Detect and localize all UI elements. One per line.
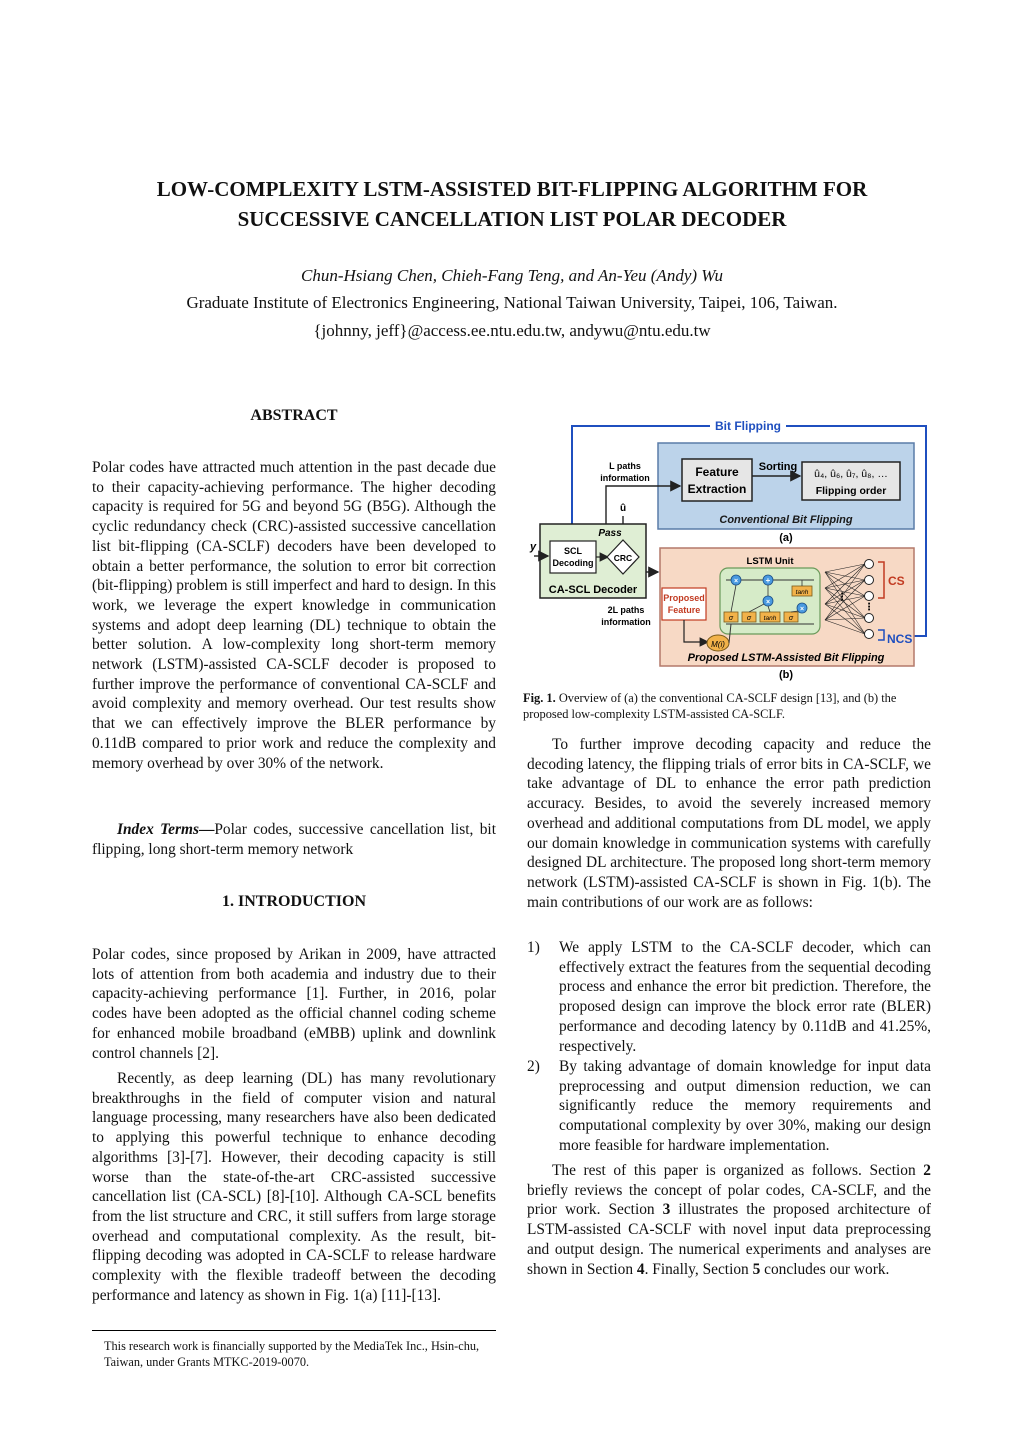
lstm-forget-multiply-symbol: × [733,578,739,585]
lstm-gate-input-label: σ [746,615,752,622]
pass-label: Pass [598,528,622,539]
lstm-output-multiply-symbol: × [799,606,805,613]
intro-paragraph-2: Recently, as deep learning (DL) has many revolutionary breakthroughs in the field of computer vision and natural language processing, many researchers have also been dedicated to applying this powerful technique to enhance decoding algorithms [3]-[7]. However, their decoding capacity is still worse than the state-of-the-art CRC-assisted successive cancellation list (CA-SCL) [8]-[10]. Although CA-SCL benefits from the list structure and CRC, it still suffers from large storage overhead and computational complexity. As the result, bit-flipping decoding was adopted in CA-SCLF to release hardware complexity with the flexible tradeoff between the decoding performance and latency as shown in Fig. 1(a) [11]-[13]. [92,1070,496,1304]
right-paragraph-2 [527,1161,931,1279]
right-paragraph-1: To further improve decoding capacity and reduce the decoding latency, the flipping trials of error bits in CA-SCLF, we take advantage of DL to enhance the error path prediction accuracy. Besides, to avoid the severely increased memory overhead and additional computations from DL model, we apply our domain knowledge in communication systems with carefully designed DL architecture. The proposed long short-term memory network (LSTM)-assisted CA-SCLF is shown in Fig. 1(b). The main contributions of our work are as follows: [527,736,931,911]
crc-label: CRC [613,553,633,563]
lstm-gate-output-label: σ [788,615,794,622]
authors: Chun-Hsiang Chen, Chieh-Fang Teng, and An-Yeu (Andy) Wu [301,266,723,285]
figure-caption-text: Overview of (a) the conventional CA-SCLF design [13], and (b) the proposed low-complexity LSTM-assisted CA-SCLF. [523,691,897,721]
p2-part-b: briefly reviews the concept of polar codes, CA-SCLF, and the prior work. Section [527,1181,931,1219]
p2-section-3: 3 [662,1201,671,1219]
conventional-label: Conventional Bit Flipping [719,514,853,526]
figure-label-b: (b) [778,669,794,681]
figure-label-a: (a) [779,532,793,544]
dense-input-ellipsis: ⋮ [837,592,847,603]
paper-title [60,174,964,234]
index-terms-text: Polar codes, successive cancellation list, bit flipping, long short-term memory network [92,821,496,858]
m-i-label: M(i) [711,640,725,649]
lstm-gate-tanh-label: tanh [763,615,777,622]
figure-caption [523,690,933,722]
abstract-text: Polar codes have attracted much attention in the past decade due to their capacity-achieving performance. The higher decoding capacity is required for 5G and beyond 5G (B5G). Although the cyclic redundancy check (CRC)-assisted successive cancellation list bit-flipping (CA-SCLF) decoders have been developed to obtain a better performance, the solution to error bit correction (bit-flipping) problem is still imperfect and hard to design. In this work, we leverage the expert knowledge in communication systems and adopt deep learning (DL) technique to obtain the better solution. A low-complexity long short-term memory network (LSTM)-assisted CA-SCLF decoder is proposed to further improve the performance of conventional CA-SCLF and avoid complexity and memory overhead. Our test results show that we can effectively improve the BLER performance by 0.11dB compared to prior work and reduce the complexity and memory overhead by over 30% of the network. [92,459,496,772]
proposed-feature-line-1: Proposed [663,593,705,603]
figure-caption-label: Fig. 1. [523,691,556,705]
p2-section-5: 5 [752,1260,761,1278]
contribution-number-2: 2) [527,1058,540,1075]
contribution-item-2 [527,1057,931,1157]
title-line-2: SUCCESSIVE CANCELLATION LIST POLAR DECODER [237,207,787,231]
feature-extraction-line-1: Feature [695,465,739,479]
u-hat-label: û [619,503,627,514]
contribution-text-1: We apply LSTM to the CA-SCLF decoder, which can effectively extract the features from the sequential decoding process and enhance the error bit prediction. Therefore, the proposed design can improve the block error rate (BLER) performance and decoding latency by 0.11dB and 41.25%, respectively. [559,939,931,1055]
p2-part-d: . Finally, Section [644,1260,753,1278]
footnote: This research work is financially supported by the MediaTek Inc., Hsin-chu, Taiwan, under Grants MTKC-2019-0070. [104,1339,480,1369]
proposed-lstm-label: Proposed LSTM-Assisted Bit Flipping [687,652,885,664]
emails: {johnny, jeff}@access.ee.ntu.edu.tw, andywu@ntu.edu.tw [313,321,711,340]
p2-part-c: illustrates the proposed architecture of LSTM-assisted CA-SCLF with novel input data preprocessing and output design. The numerical experiments and analyses are shown in Section [527,1201,932,1278]
p2-part-e: concludes our work. [760,1260,890,1278]
lstm-gate-forget-label: σ [728,615,734,622]
proposed-feature-line-2: Feature [667,605,701,615]
contribution-item-1 [527,938,931,1055]
footnote-divider [92,1330,496,1331]
l-paths-line-2: information [600,473,650,483]
ca-scl-decoder-label: CA-SCL Decoder [548,584,638,596]
lstm-tanh-top-label: tanh [795,589,809,596]
ncs-label: NCS [887,632,913,646]
index-terms-dash: — [198,821,215,838]
sorting-label: Sorting [758,461,798,473]
two-l-paths-line-1: 2L paths [607,605,645,615]
figure-1 [520,412,944,684]
lstm-unit-label: LSTM Unit [746,556,794,567]
lstm-add-symbol: + [765,576,771,585]
affiliation: Graduate Institute of Electronics Engineering, National Taiwan University, Taipei, 106, Taiwan. [186,293,838,312]
title-line-1: LOW-COMPLEXITY LSTM-ASSISTED BIT-FLIPPING ALGORITHM FOR [156,177,868,201]
y-input-label: y [530,541,537,553]
cs-label: CS [888,574,905,588]
index-terms [92,820,496,859]
intro-paragraph-1: Polar codes, since proposed by Arikan in 2009, have attracted lots of attention from both academia and industry due to their capacity-achieving performance [1]. Further, in 2016, polar codes have been adopted as the official channel coding scheme for enhanced mobile broadband (eMBB) uplink and downlink control channels [2]. [92,946,496,1062]
contribution-text-2: By taking advantage of domain knowledge for input data preprocessing and output dimension reduction, we can significantly reduce the memory requirements and computational complexity by over 30%, making our design more feasible for hardware implementation. [559,1058,931,1154]
dense-layer-ellipsis: ⋮ [864,602,874,613]
flipping-order-label: Flipping order [815,485,887,497]
scl-decoding-line-1: SCL [564,546,582,556]
l-paths-line-1: L paths [609,461,641,471]
bit-flipping-label: Bit Flipping [715,419,781,433]
p2-part-a: The rest of this paper is organized as follows. Section [552,1162,924,1179]
two-l-paths-line-2: information [601,617,651,627]
lstm-input-multiply-symbol: × [765,599,771,606]
index-terms-label: Index Terms [117,821,199,838]
p2-section-2: 2 [923,1162,931,1179]
abstract-heading: ABSTRACT [250,407,338,424]
introduction-heading: 1. INTRODUCTION [221,893,366,910]
scl-decoding-line-2: Decoding [552,558,594,568]
contribution-number-1: 1) [527,939,540,956]
p2-section-4: 4 [636,1260,645,1278]
feature-extraction-line-2: Extraction [687,482,747,496]
u-hat-list: û₄, û₆, û₇, û₈, … [814,468,888,480]
